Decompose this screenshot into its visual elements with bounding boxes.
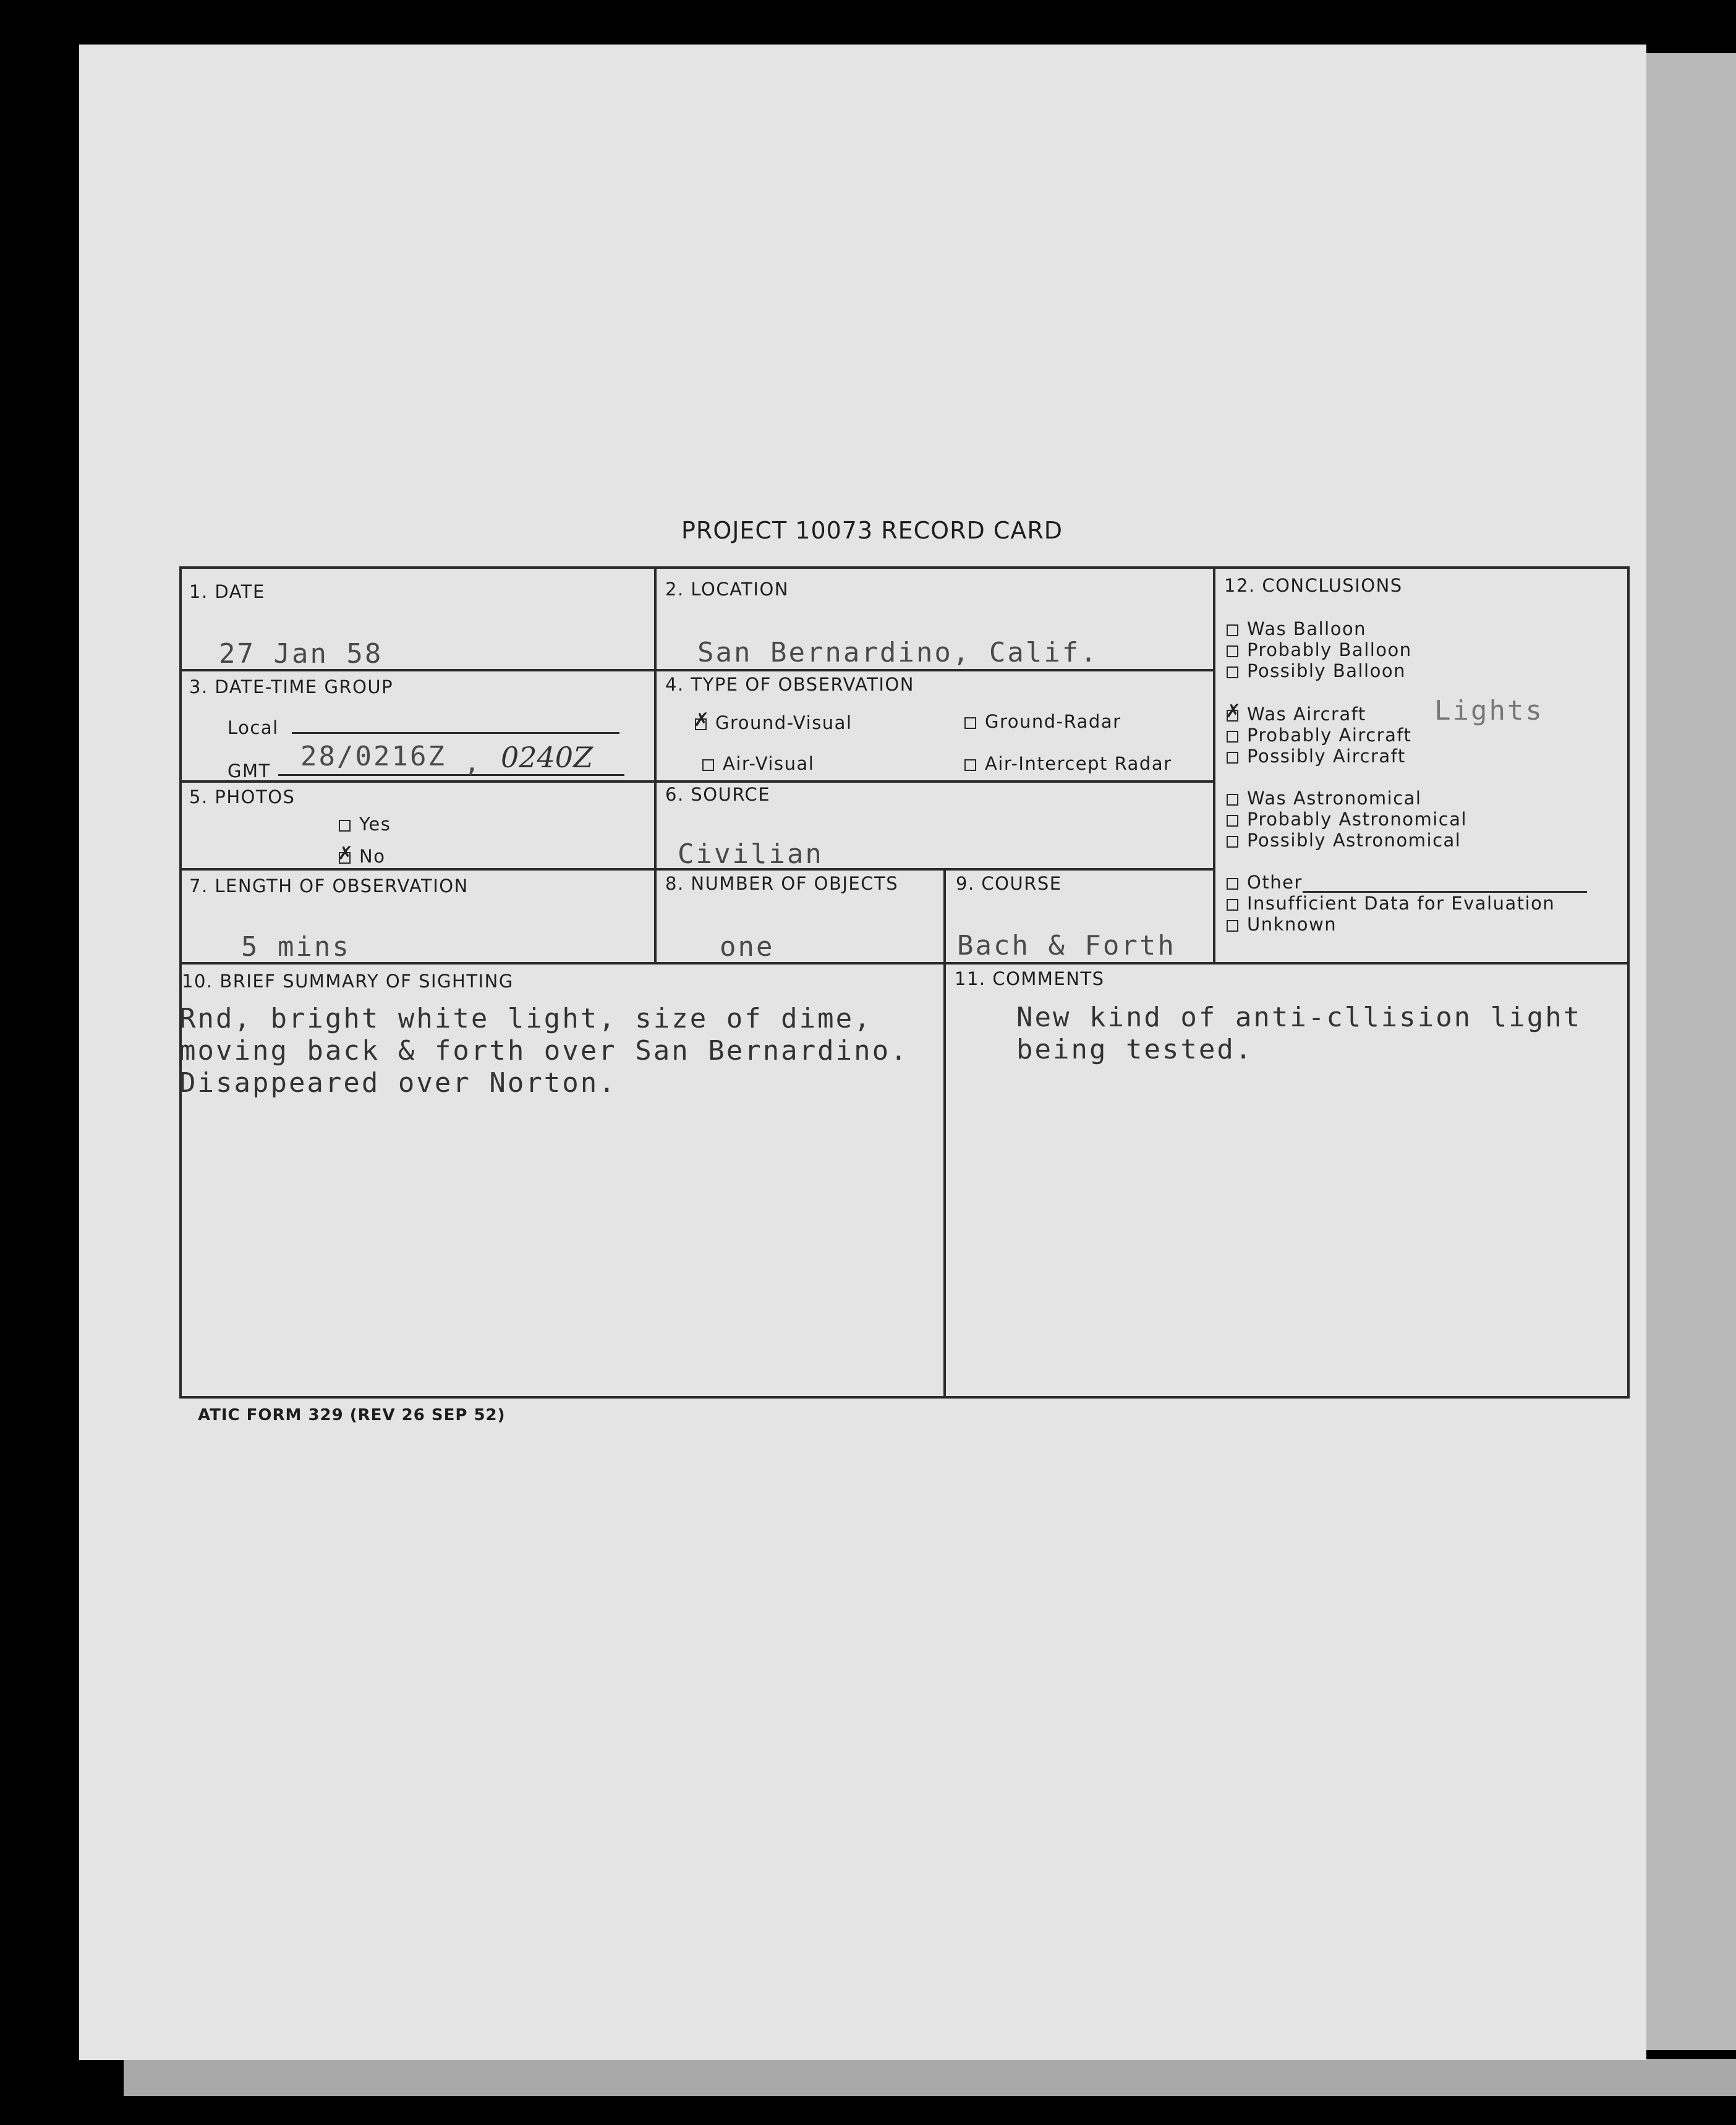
observation-type-option xyxy=(964,711,1121,732)
num-objects-label: 8. NUMBER OF OBJECTS xyxy=(665,873,899,894)
checkbox[interactable] xyxy=(1227,899,1238,911)
conclusion-option xyxy=(1227,830,1461,851)
conclusion-option-label: Was Astronomical xyxy=(1247,788,1422,809)
divider-col3 xyxy=(943,869,946,1396)
observation-type-option xyxy=(702,753,814,774)
length-value: 5 mins xyxy=(241,931,351,963)
conclusion-option xyxy=(1227,872,1587,893)
photos-option-label: Yes xyxy=(359,814,391,835)
photos-option xyxy=(339,814,391,835)
observation-type-option-label: Ground-Visual xyxy=(715,712,853,733)
conclusions-label: 12. CONCLUSIONS xyxy=(1224,575,1403,596)
checkbox[interactable] xyxy=(1227,815,1238,827)
checkbox[interactable] xyxy=(339,820,351,832)
conclusion-option xyxy=(1227,704,1366,725)
dtg-label: 3. DATE-TIME GROUP xyxy=(189,676,394,697)
comments-line: being tested. xyxy=(1016,1034,1254,1065)
course-value: Bach & Forth xyxy=(957,930,1176,961)
conclusion-option xyxy=(1227,809,1467,830)
checkbox[interactable] xyxy=(695,718,707,730)
dtg-gmt-handwritten: 0240Z xyxy=(501,741,594,774)
conclusion-option-label: Was Aircraft xyxy=(1247,704,1366,725)
conclusion-option xyxy=(1227,725,1411,746)
dtg-gmt-value: 28/0216Z xyxy=(300,741,446,772)
conclusion-option-label: Possibly Aircraft xyxy=(1247,746,1406,767)
comments-line: New kind of anti-cllision light xyxy=(1016,1002,1582,1033)
summary-label: 10. BRIEF SUMMARY OF SIGHTING xyxy=(182,971,514,992)
observation-type-option-label: Ground-Radar xyxy=(985,711,1121,732)
other-underline xyxy=(1303,888,1587,893)
dtg-gmt-comma: , xyxy=(464,747,482,778)
checkbox[interactable] xyxy=(1227,836,1238,848)
conclusion-option xyxy=(1227,746,1406,767)
checkbox[interactable] xyxy=(964,759,976,771)
frame-top xyxy=(179,566,1630,569)
photos-option-label: No xyxy=(359,846,386,867)
checkbox[interactable] xyxy=(1227,645,1238,657)
conclusion-option-label: Probably Astronomical xyxy=(1247,809,1468,830)
observation-type-option xyxy=(695,712,853,733)
summary-line: moving back & forth over San Bernardino. xyxy=(179,1035,909,1067)
dtg-local-underline xyxy=(292,732,619,734)
dtg-local-label: Local xyxy=(228,717,279,738)
divider-col2 xyxy=(1213,566,1215,963)
conclusion-option xyxy=(1227,639,1412,660)
observation-type-option-label: Air-Visual xyxy=(723,753,815,774)
checkbox[interactable] xyxy=(1227,666,1238,678)
date-value: 27 Jan 58 xyxy=(219,638,383,670)
source-label: 6. SOURCE xyxy=(665,784,771,805)
conclusions-annotation: Lights xyxy=(1434,695,1544,726)
source-value: Civilian xyxy=(678,838,823,870)
divider-col1 xyxy=(654,566,657,963)
conclusion-option xyxy=(1227,618,1366,639)
frame-right xyxy=(1627,566,1630,1399)
conclusion-option xyxy=(1227,914,1337,935)
course-label: 9. COURSE xyxy=(956,873,1062,894)
observation-type-option-label: Air-Intercept Radar xyxy=(985,753,1172,774)
photos-label: 5. PHOTOS xyxy=(189,786,296,807)
card-title: PROJECT 10073 RECORD CARD xyxy=(681,517,1063,544)
checkbox[interactable] xyxy=(1227,731,1238,743)
conclusion-option xyxy=(1227,893,1555,914)
conclusion-option-label: Possibly Balloon xyxy=(1247,660,1406,681)
comments-label: 11. COMMENTS xyxy=(955,968,1105,989)
conclusion-option-label: Other xyxy=(1247,872,1303,893)
conclusion-option xyxy=(1227,788,1421,809)
location-value: San Bernardino, Calif. xyxy=(697,637,1099,668)
summary-line: Disappeared over Norton. xyxy=(179,1067,617,1099)
back-sheet xyxy=(1632,53,1736,2050)
frame-bottom xyxy=(179,1396,1630,1399)
checkbox[interactable] xyxy=(964,717,976,729)
conclusion-option-label: Was Balloon xyxy=(1247,618,1367,639)
observation-type-option xyxy=(964,753,1172,774)
divider-row2 xyxy=(179,780,1213,783)
photos-option xyxy=(339,846,385,867)
checkbox[interactable] xyxy=(1227,710,1238,722)
checkbox[interactable] xyxy=(1227,624,1238,636)
conclusion-option-label: Probably Balloon xyxy=(1247,639,1412,660)
bottom-strip xyxy=(124,2059,1736,2096)
record-card xyxy=(179,566,1630,1399)
dtg-gmt-label: GMT xyxy=(228,760,271,781)
checkbox[interactable] xyxy=(1227,794,1238,806)
checkbox[interactable] xyxy=(1227,752,1238,764)
length-label: 7. LENGTH OF OBSERVATION xyxy=(189,875,469,896)
checkbox[interactable] xyxy=(1227,920,1238,932)
conclusion-option xyxy=(1227,660,1406,681)
observation-type-label: 4. TYPE OF OBSERVATION xyxy=(665,674,914,695)
checkbox[interactable] xyxy=(1227,878,1238,890)
conclusion-option-label: Unknown xyxy=(1247,914,1337,935)
checkbox[interactable] xyxy=(702,759,714,771)
conclusion-option-label: Probably Aircraft xyxy=(1247,725,1412,746)
location-label: 2. LOCATION xyxy=(665,579,789,600)
summary-line: Rnd, bright white light, size of dime, xyxy=(179,1003,872,1034)
divider-row4 xyxy=(179,962,1630,965)
dtg-gmt-underline xyxy=(278,774,624,776)
date-label: 1. DATE xyxy=(189,581,265,602)
checkbox[interactable] xyxy=(339,852,351,864)
conclusion-option-label: Possibly Astronomical xyxy=(1247,830,1462,851)
form-footer: ATIC FORM 329 (REV 26 SEP 52) xyxy=(198,1406,506,1424)
conclusion-option-label: Insufficient Data for Evaluation xyxy=(1247,893,1555,914)
num-objects-value: one xyxy=(720,931,775,963)
